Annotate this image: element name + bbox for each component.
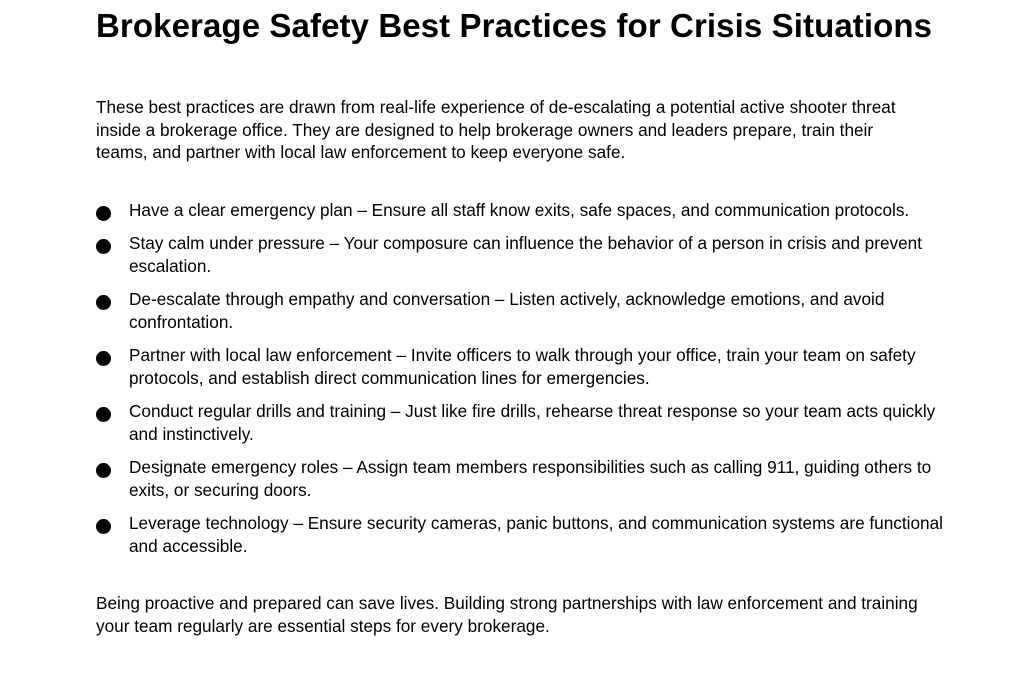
list-item-text: Stay calm under pressure – Your composure can influence the behavior of a person in crisis and prevent escalation. xyxy=(129,233,922,276)
bullet-icon xyxy=(96,206,111,221)
intro-paragraph: These best practices are drawn from real-life experience of de-escalating a potential active shooter threat inside a brokerage office. They are designed to help brokerage owners and leaders prepare, train their teams, and partner with local law enforcement to keep everyone safe. xyxy=(96,97,896,162)
best-practices-list xyxy=(96,199,956,558)
list-item-text: Designate emergency roles – Assign team members responsibilities such as calling 911, guiding others to exits, or securing doors. xyxy=(129,457,932,500)
list-item-text: Conduct regular drills and training – Just like fire drills, rehearse threat response so your team acts quickly and instinctively. xyxy=(129,401,936,444)
list-item-text: Leverage technology – Ensure security cameras, panic buttons, and communication systems are functional and accessible. xyxy=(129,513,943,556)
bullet-icon xyxy=(96,519,111,534)
bullet-icon xyxy=(96,407,111,422)
list-item xyxy=(96,400,951,445)
list-item-text: Partner with local law enforcement – Invite officers to walk through your office, train your team on safety protocols, and establish direct communication lines for emergencies. xyxy=(129,345,916,388)
bullet-icon xyxy=(96,295,111,310)
list-item xyxy=(96,199,951,222)
bullet-icon xyxy=(96,463,111,478)
list-item xyxy=(96,232,951,277)
bullet-icon xyxy=(96,351,111,366)
bullet-icon xyxy=(96,239,111,254)
list-item-text: De-escalate through empathy and conversation – Listen actively, acknowledge emotions, and avoid confrontation. xyxy=(129,289,885,332)
list-item-text: Have a clear emergency plan – Ensure all staff know exits, safe spaces, and communication protocols. xyxy=(129,199,910,220)
list-item xyxy=(96,456,951,501)
document-title: Brokerage Safety Best Practices for Crisis Situations xyxy=(96,7,933,44)
list-item xyxy=(96,512,951,557)
list-item xyxy=(96,288,951,333)
list-item xyxy=(96,344,951,389)
document-page xyxy=(96,0,956,637)
closing-paragraph: Being proactive and prepared can save lives. Building strong partnerships with law enforcement and training your team regularly are essential steps for every brokerage. xyxy=(96,593,918,636)
